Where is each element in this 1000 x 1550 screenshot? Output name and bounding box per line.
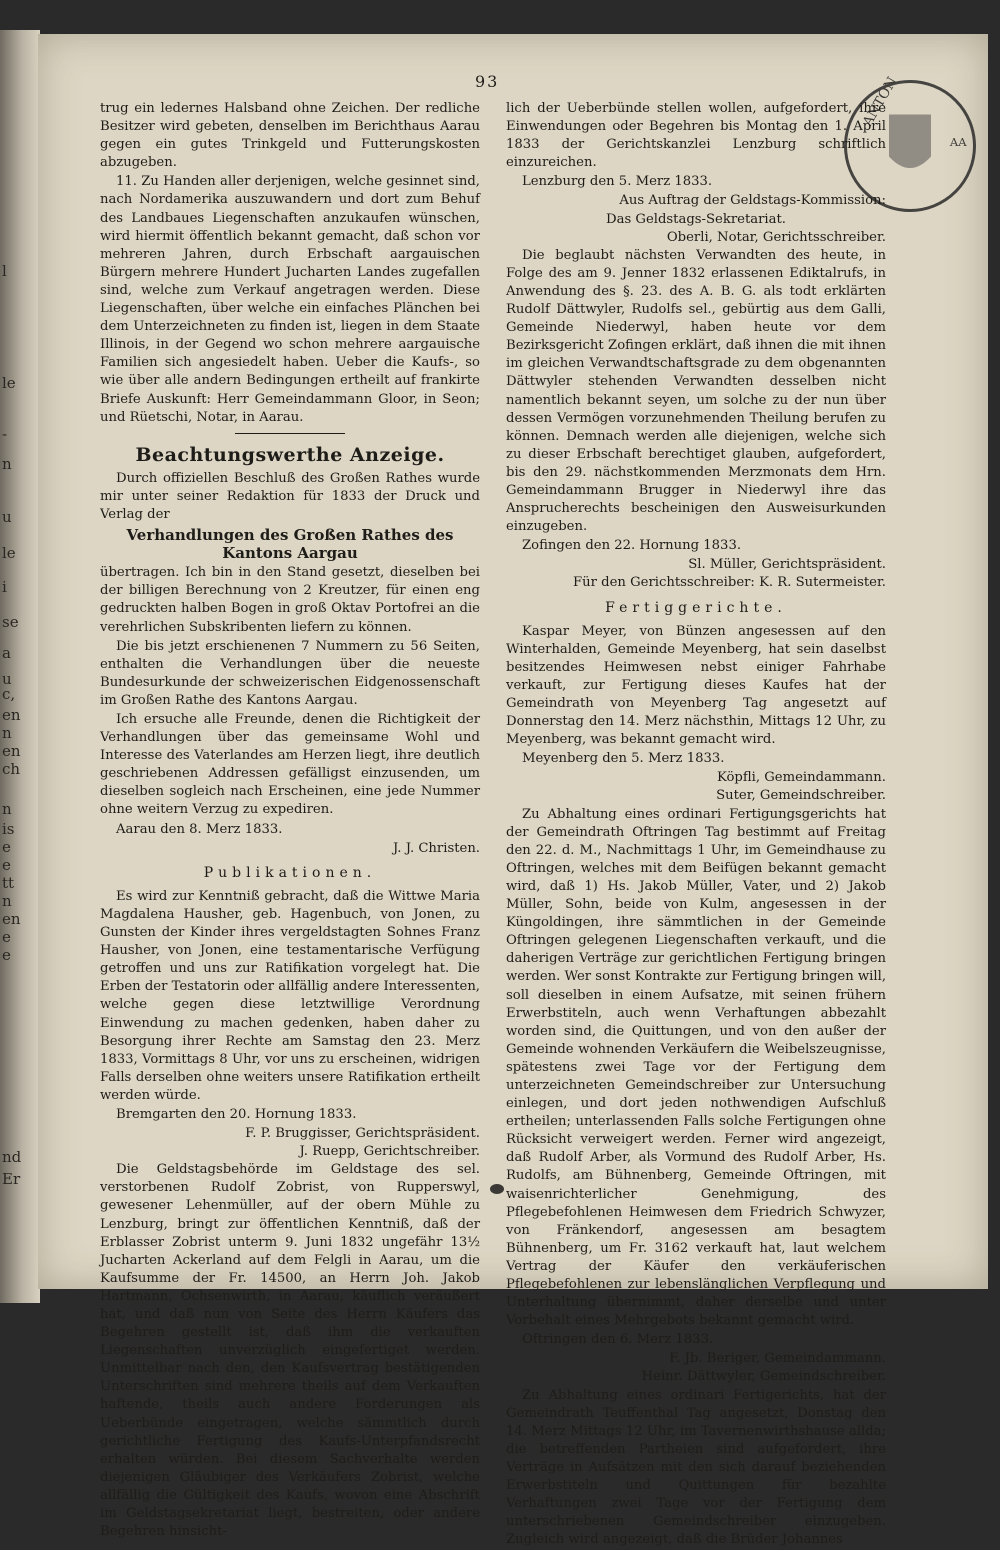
margin-fragment: en bbox=[2, 706, 21, 724]
fertig-2-date: Oftringen den 6. Merz 1833. bbox=[522, 1332, 714, 1348]
margin-fragment: ch bbox=[2, 760, 21, 778]
margin-fragment: le bbox=[2, 374, 16, 392]
margin-fragment: en bbox=[2, 742, 21, 760]
announcement-para2: übertragen. Ich bin in den Stand gesetzt, dieselben bei der billigen Berechnung von 2 Kreutzer, für einen eng gedruckten halben Bogen in groß Oktav Portofrei an die verehrlichen Subskribenten liefern zu können. bbox=[100, 565, 480, 635]
publication-3: Die beglaubt nächsten Verwandten des heute, in Folge des am 9. Jenner 1832 erlassenen Ediktalrufs, in Anwendung des §. 23. des A. B. G. als todt erklärten Rudolf Dättwyler, Rudolfs sel., gebürtig aus dem Galli, Gemeinde Niederwyl, haben heute vor dem Bezirksgericht Zofingen erklärt, daß ihnen die mit ihnen im gleichen Verwandtschaftsgrade zu dem obgenannten Dättwyler stehenden Verwandten desselben nicht namentlich bekannt seyen, um solche zu der nun über dessen Vermögen vorzunehmenden Theilung berufen zu können. Demnach werden alle diejenigen, welche sich zu dieser Erbschaft berechtiget glauben, aufgefordert, bis den 29. nächstkommenden Merzmonats dem Hrn. Gemeindammann Brugger in Niederwyl ihre das Ansprucherechts bescheinigen den Ausweisurkunden einzugeben. bbox=[506, 247, 886, 535]
publication-1: Es wird zur Kenntniß gebracht, daß die Wittwe Maria Magdalena Hausher, geb. Hagenbuch, von Jonen, zu Gunsten der Kinder ihres vergeldstagten Sohnes Franz Hausher, von Jonen, eine testamentarische Verfügung getroffen und uns zur Ratifikation vorgelegt hat. Die Erben der Testatorin oder allfällig andere Interessenten, welche gegen diese letztwillige Verordnung Einwendung zu machen gedenken, haben daher zu Besorgung ihrer Rechte am Samstag den 23. Merz 1833, Vormittags 8 Uhr, vor uns zu erscheinen, widrigen Falls derselben ohne weiters unsere Ratifikation ertheilt werden würde. bbox=[100, 888, 481, 1103]
fertig-1-date: Meyenberg den 5. Merz 1833. bbox=[522, 751, 725, 767]
fertig-2: Zu Abhaltung eines ordinari Fertigungsgerichts hat der Gemeindrath Oftringen Tag bestimmt auf Freitag den 22. d. M., Nachmittags 1 Uhr, im Gemeindhause zu Oftringen, welches mit dem Beifügen bekannt gemacht wird, daß 1) Hs. Jakob Müller, Vater, und 2) Jakob Müller, Sohn, beide von Kulm, angesessen in der Küngoldingen, ihre sämmtlichen in der Gemeinde Oftringen gelegenen Liegenschaften verkauft, und die daherigen Verträge zur gerichtlichen Fertigung bringen werden. Wer sonst Kontrakte zur Fertigung bringen will, soll dieselben in einem Aufsatze, mit seinen frühern Erwerbstiteln, auch wenn Verhaftungen abbezahlt worden sind, die Quittungen, und von den außer der Gemeinde wohnenden Verkäufern die Weibelszeugnisse, spätestens zwei Tage vor der Fertigung dem unterzeichneten Gemeindschreiber zur Untersuchung einlegen, und dort jeden nothwendigen Aufschluß ertheilen; unterlassenden Falls solche Fertigungen ohne Rücksicht verweigert werden. Ferner wird angezeigt, daß Rudolf Arber, als Vormund des Rudolf Arber, Hs. Rudolfs, am Bühnenberg, Gemeinde Oftringen, mit waisenrichterlicher Genehmigung, des Pflegebefohlenen Heimwesen dem Friedrich Schwyzer, von Fränkendorf, angesessen am besagtem Bühnenberg, um Fr. 3162 verkauft hat, laut welchem Vertrag der Käufer den verkäuferischen Pflegebefohlenen zur lebenslänglichen Verpflegung und Unterhaltung übernimmt, daher derselbe und unter Vorbehalt eines Mehrgebots bekannt gemacht wird. bbox=[506, 806, 887, 1329]
fertig-1: Kaspar Meyer, von Bünzen angesessen auf den Winterhalden, Gemeinde Meyenberg, hat sein daselbst besitzendes Heimwesen nebst einiger Fahrhabe verkauft, zur Fertigung dieses Kaufes hat der Gemeindrath von Meyenberg Tag angesetzt auf Donnerstag den 14. Merz nächsthin, Mittags 12 Uhr, zu Meyenberg, was bekannt gemacht wird. bbox=[506, 623, 886, 748]
announcement-signature: J. J. Christen. bbox=[393, 840, 480, 856]
divider bbox=[235, 433, 345, 434]
right-column bbox=[506, 100, 886, 1550]
margin-fragment: e bbox=[2, 946, 11, 964]
margin-fragment: n bbox=[2, 892, 12, 910]
stamp-lettering: ANTON bbox=[859, 74, 901, 130]
margin-fragment: le bbox=[2, 544, 16, 562]
adjacent-page-edge bbox=[0, 30, 40, 1303]
section-fertiggerichte: Fertiggerichte. bbox=[605, 599, 787, 616]
publication-1-signature-2: J. Ruepp, Gerichtschreiber. bbox=[299, 1144, 480, 1160]
margin-fragment: a bbox=[2, 644, 11, 662]
margin-fragment: n bbox=[2, 724, 12, 742]
margin-fragment: e bbox=[2, 928, 11, 946]
margin-fragment: l bbox=[2, 262, 7, 280]
fertig-3: Zu Abhaltung eines ordinari Fertigerichts, hat der Gemeindrath Teuffenthal Tag angesetzt, Donstag den 14. Merz Mittags 12 Uhr, im Tavernenwirthshause allda; die betreffenden Partheien sind aufgefordert, ihre Verträge in Aufsätzen mit den sich darauf beziehenden Erwerbstiteln und Quittungen für bezahlte Verhaftungen zwei Tage vor der Fertigung dem unterschriebenen Gemeindschreiber einzugeben. Zugleich wird angezeigt, daß die Brüder Johannes bbox=[506, 1387, 886, 1548]
announcement-para3: Die bis jetzt erschienenen 7 Nummern zu 56 Seiten, enthalten die Verhandlungen über die neueste Bundesurkunde der schweizerischen Eidgenossenschaft im Großen Rathe des Kantons Aargau. bbox=[100, 638, 480, 708]
margin-fragment: i bbox=[2, 578, 7, 596]
margin-fragment: Er bbox=[2, 1170, 21, 1188]
fertig-1-signature-1: Köpfli, Gemeindammann. bbox=[717, 770, 886, 786]
margin-fragment: nd bbox=[2, 1148, 22, 1166]
section-publikationen: Publikationen. bbox=[203, 864, 377, 881]
page-number: 93 bbox=[475, 72, 500, 91]
fertig-1-signature-2: Suter, Gemeindschreiber. bbox=[716, 788, 886, 804]
publication-2-signature-2: Das Geldstags-Sekretariat. bbox=[606, 211, 786, 227]
publication-2-date: Lenzburg den 5. Merz 1833. bbox=[522, 174, 713, 190]
announcement-para1: Durch offiziellen Beschluß des Großen Rathes wurde mir unter seiner Redaktion für 1833 der Druck und Verlag der bbox=[100, 470, 480, 522]
notice-11: 11. Zu Handen aller derjenigen, welche gesinnet sind, nach Nordamerika auszuwandern und dort zum Behuf des Landbaues Liegenschaften anzukaufen wünschen, wird hiermit öffentlich bekannt gemacht, daß schon vor mehreren Jahren, durch Erbschaft aargauischen Bürgern mehrere Hundert Jucharten Landes zugefallen sind, welche zum Verkauf angetragen werden. Diese Liegenschaften, über welche ein einfaches Plänchen bei dem Unterzeichneten zu finden ist, liegen in dem Staate Illinois, in der Gegend wo schon mehrere aargauische Familien sich angesiedelt haben. Ueber die Kaufs-, so wie über alle andern Bedingungen ertheilt auf frankirte Briefe Auskunft: Herr Gemeindammann Gloor, in Seon; und Rüetschi, Notar, in Aarau. bbox=[100, 174, 480, 425]
margin-fragment: is bbox=[2, 820, 15, 838]
announcement-date: Aarau den 8. Merz 1833. bbox=[116, 821, 283, 837]
publication-1-date: Bremgarten den 20. Hornung 1833. bbox=[116, 1106, 357, 1122]
margin-fragment: n bbox=[2, 455, 12, 473]
publication-3-date: Zofingen den 22. Hornung 1833. bbox=[522, 538, 742, 554]
publication-2: Die Geldstagsbehörde im Geldstage des sel. verstorbenen Rudolf Zobrist, von Rupperswyl, gewesener Lehenmüller, auf der obern Mühle zu Lenzburg, bringt zur öffentlichen Kenntniß, daß der Erblasser Zobrist unterm 9. Juni 1832 ungefähr 13½ Jucharten Ackerland auf dem Felgli in Aarau, um die Kaufsumme der Fr. 14500, an Herrn Joh. Jakob Hartmann, Ochsenwirth, in Aarau, käuflich veräußert hat, und daß nun von Seite des Herrn Käufers das Begehren gestellt ist, daß ihm die verkauften Liegenschaften unverzüglich eingefertiget werden. Unmittelbar nach den, den Kaufsvertrag bestätigenden Unterschriften sind mehrere theils auf dem Verkauften haftende, theils auch andere Forderungen als Ueberbünde eingetragen, welche sämmtlich durch gerichtliche Fertigung des Kaufs-Unterpfandsrecht erhalten würden. Bei diesem Sachverhalte werden diejenigen Gläubiger des Verkäufers Zobrist, welche allfällig die Gültigkeit des Kaufs, wovon eine Abschrift im Geldstagsekretariat liegt, bestreiten, oder andere Begehren hinsicht- bbox=[100, 1162, 480, 1540]
publication-2-signature-1: Aus Auftrag der Geldstags-Kommission: bbox=[619, 193, 886, 209]
announcement-heading: Beachtungswerthe Anzeige. bbox=[135, 443, 445, 466]
margin-fragment: c, bbox=[2, 685, 16, 703]
margin-fragment: n bbox=[2, 800, 12, 818]
margin-fragment: u bbox=[2, 508, 12, 526]
margin-fragment: - bbox=[2, 425, 8, 443]
announcement-para4: Ich ersuche alle Freunde, denen die Richtigkeit der Verhandlungen über das gemeinsame Wohl und Interesse des Vaterlandes am Herzen liegt, ihre deutlich geschriebenen Addressen gefälligst einzusenden, um dieselben sogleich nach Erscheinen, eine jede Nummer ohne weitern Verzug zu expediren. bbox=[100, 712, 480, 818]
margin-fragment: tt bbox=[2, 874, 15, 892]
fertig-2-signature-2: Heinr. Dättwyler, Gemeindschreiber. bbox=[641, 1369, 886, 1385]
left-column bbox=[100, 100, 480, 1542]
margin-fragment: e bbox=[2, 838, 11, 856]
publication-title: Verhandlungen des Großen Rathes des Kantons Aargau bbox=[126, 526, 454, 563]
publication-3-signature-2: Für den Gerichtsschreiber: K. R. Sutermeister. bbox=[573, 575, 886, 591]
publication-1-signature: F. P. Bruggisser, Gerichtspräsident. bbox=[245, 1126, 480, 1142]
publication-2-signature-3: Oberli, Notar, Gerichtsschreiber. bbox=[666, 229, 886, 245]
margin-fragment: en bbox=[2, 910, 21, 928]
margin-fragment: u bbox=[2, 670, 12, 688]
margin-fragment: se bbox=[2, 613, 19, 631]
newspaper-page bbox=[38, 34, 988, 1548]
intro-paragraph: trug ein ledernes Halsband ohne Zeichen. Der redliche Besitzer wird gebeten, denselben im Berichthaus Aarau gegen ein gutes Trinkgeld und Futterungskosten abzugeben. bbox=[100, 101, 480, 171]
publication-2-continued: lich der Ueberbünde stellen wollen, aufgefordert, ihre Einwendungen oder Begehren bis Montag den 1. April 1833 der Gerichtskanzlei Lenzburg schriftlich einzureichen. bbox=[506, 101, 886, 171]
stamp-side: AA bbox=[949, 135, 967, 149]
fertig-2-signature-1: F. Jb. Beriger, Gemeindammann. bbox=[669, 1351, 886, 1367]
margin-fragment: e bbox=[2, 856, 11, 874]
ink-smudge bbox=[490, 1184, 504, 1194]
publication-3-signature-1: Sl. Müller, Gerichtspräsident. bbox=[688, 557, 886, 573]
